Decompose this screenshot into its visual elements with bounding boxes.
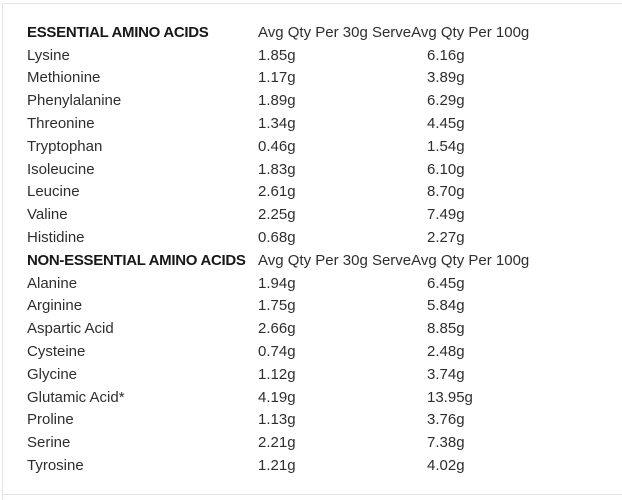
qty-per-100g: 7.49g <box>427 206 465 224</box>
amino-acid-section <box>0 21 622 249</box>
qty-per-serve: 1.85g <box>258 46 296 64</box>
table-row <box>0 181 622 204</box>
table-row <box>0 112 622 135</box>
amino-acid-name: Tyrosine <box>27 457 84 475</box>
column-header-per-serve: Avg Qty Per 30g Serve <box>258 251 412 269</box>
qty-per-serve: 1.17g <box>258 69 296 87</box>
qty-per-serve: 1.94g <box>258 274 296 292</box>
qty-per-serve: 4.19g <box>258 388 296 406</box>
table-row <box>0 158 622 181</box>
qty-per-serve: 2.66g <box>258 320 296 338</box>
amino-acid-name: Valine <box>27 206 68 224</box>
amino-acid-name: Alanine <box>27 274 78 292</box>
table-row <box>0 431 622 454</box>
qty-per-100g: 8.70g <box>427 183 465 201</box>
qty-per-serve: 2.25g <box>258 206 296 224</box>
qty-per-100g: 13.95g <box>427 388 473 406</box>
amino-acid-name: Cysteine <box>27 343 86 361</box>
column-headers <box>258 25 622 40</box>
qty-per-serve: 0.46g <box>258 137 296 155</box>
qty-per-serve: 1.34g <box>258 115 296 133</box>
column-header-per-100g: Avg Qty Per 100g <box>411 251 530 269</box>
qty-per-serve: 2.21g <box>258 434 296 452</box>
qty-per-100g: 3.89g <box>427 69 465 87</box>
table-row <box>0 44 622 67</box>
table-row <box>0 340 622 363</box>
qty-per-serve: 1.12g <box>258 365 296 383</box>
amino-acid-name: Leucine <box>27 183 80 201</box>
amino-acid-name: Phenylalanine <box>27 92 122 110</box>
amino-acid-name: Histidine <box>27 229 85 247</box>
amino-acid-name: Glycine <box>27 365 78 383</box>
amino-acid-name: Serine <box>27 434 71 452</box>
panel-top-border <box>2 3 622 4</box>
table-row <box>0 295 622 318</box>
section-header-row <box>0 21 622 44</box>
amino-acid-name: Isoleucine <box>27 160 95 178</box>
qty-per-100g: 1.54g <box>427 137 465 155</box>
amino-acid-name: Lysine <box>27 46 70 64</box>
table-row <box>0 386 622 409</box>
column-header-per-100g: Avg Qty Per 100g <box>411 23 530 41</box>
qty-per-serve: 2.61g <box>258 183 296 201</box>
qty-per-serve: 0.68g <box>258 229 296 247</box>
qty-per-serve: 1.13g <box>258 411 296 429</box>
amino-acid-name: Threonine <box>27 115 95 133</box>
amino-acid-name: Methionine <box>27 69 101 87</box>
amino-acid-name: Proline <box>27 411 74 429</box>
table-row <box>0 89 622 112</box>
amino-acid-name: Tryptophan <box>27 137 103 155</box>
qty-per-100g: 6.45g <box>427 274 465 292</box>
column-header-per-serve: Avg Qty Per 30g Serve <box>258 23 412 41</box>
column-headers <box>258 253 622 268</box>
table-row <box>0 272 622 295</box>
qty-per-100g: 7.38g <box>427 434 465 452</box>
qty-per-100g: 4.45g <box>427 115 465 133</box>
table-row <box>0 409 622 432</box>
qty-per-100g: 2.48g <box>427 343 465 361</box>
qty-per-100g: 2.27g <box>427 229 465 247</box>
section-title: ESSENTIAL AMINO ACIDS <box>27 23 209 41</box>
amino-acid-name: Aspartic Acid <box>27 320 114 338</box>
table-row <box>0 135 622 158</box>
table-row <box>0 363 622 386</box>
qty-per-serve: 1.83g <box>258 160 296 178</box>
qty-per-100g: 3.74g <box>427 365 465 383</box>
qty-per-serve: 0.74g <box>258 343 296 361</box>
qty-per-serve: 1.75g <box>258 297 296 315</box>
qty-per-serve: 1.21g <box>258 457 296 475</box>
qty-per-100g: 8.85g <box>427 320 465 338</box>
table-row <box>0 454 622 477</box>
section-header-row <box>0 249 622 272</box>
qty-per-100g: 6.16g <box>427 46 465 64</box>
qty-per-100g: 4.02g <box>427 457 465 475</box>
table-row <box>0 203 622 226</box>
table-row <box>0 67 622 90</box>
amino-acid-section <box>0 249 622 477</box>
section-title: NON-ESSENTIAL AMINO ACIDS <box>27 251 246 269</box>
amino-acid-name: Arginine <box>27 297 83 315</box>
qty-per-100g: 6.29g <box>427 92 465 110</box>
panel-bottom-border <box>2 494 622 495</box>
qty-per-serve: 1.89g <box>258 92 296 110</box>
qty-per-100g: 5.84g <box>427 297 465 315</box>
amino-acids-table <box>0 21 622 477</box>
qty-per-100g: 6.10g <box>427 160 465 178</box>
table-row <box>0 317 622 340</box>
qty-per-100g: 3.76g <box>427 411 465 429</box>
amino-acid-name: Glutamic Acid* <box>27 388 125 406</box>
table-row <box>0 226 622 249</box>
